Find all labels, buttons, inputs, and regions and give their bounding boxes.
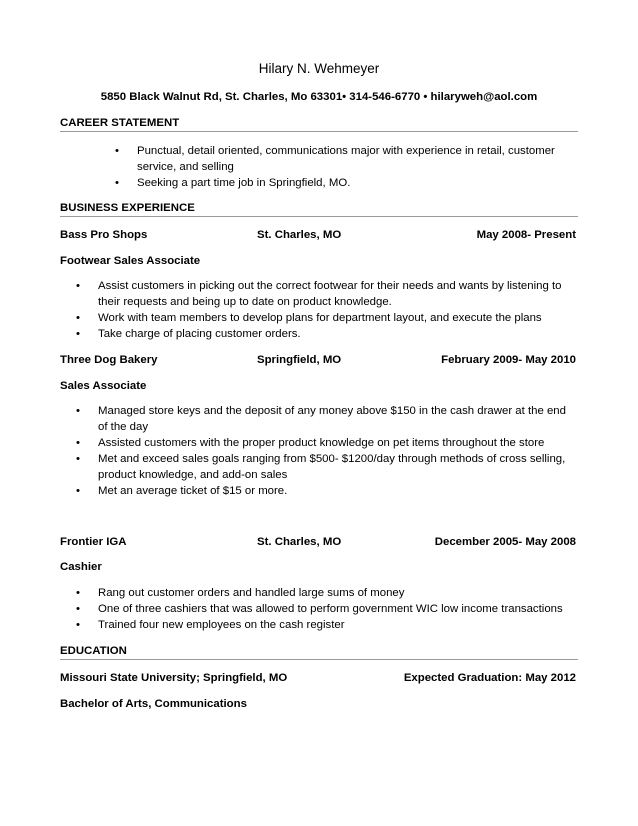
applicant-name: Hilary N. Wehmeyer (258, 61, 380, 76)
bullet-icon: • (76, 619, 80, 631)
education-graduation: Expected Graduation: May 2012 (403, 672, 576, 684)
job-company: Bass Pro Shops (60, 229, 148, 241)
bullet-icon: • (76, 312, 80, 324)
section-title-career-statement: CAREER STATEMENT (60, 117, 180, 129)
job-dates: February 2009- May 2010 (441, 354, 576, 366)
list-item: • Seeking a part time job in Springfield, MO. (115, 177, 351, 189)
job-company: Frontier IGA (60, 536, 127, 548)
bullet-icon: • (115, 145, 119, 157)
list-item: • Managed store keys and the deposit of any money above $150 in the cash drawer at the end of the day (76, 405, 566, 433)
list-item: • Take charge of placing customer orders. (76, 328, 301, 340)
list-item: • Trained four new employees on the cash register (76, 619, 345, 631)
section-title-education: EDUCATION (60, 645, 127, 657)
list-item: • Met an average ticket of $15 or more. (76, 485, 288, 497)
job-duties-list (76, 585, 578, 633)
list-item: • Assisted customers with the proper product knowledge on pet items throughout the store (76, 437, 545, 449)
list-item: • Punctual, detail oriented, communications major with experience in retail, customer service, and selling (115, 145, 555, 173)
job-role: Footwear Sales Associate (60, 255, 201, 267)
list-item: • Assist customers in picking out the correct footwear for their needs and wants by listening to their requests and being up to date on product knowledge. (76, 280, 562, 308)
job-duties-list (76, 278, 578, 342)
career-statement-list (115, 143, 577, 191)
bullet-icon: • (76, 587, 80, 599)
job-duties-list (76, 403, 578, 499)
job-dates: December 2005- May 2008 (434, 536, 576, 548)
job-location: St. Charles, MO (257, 229, 342, 241)
education-degree: Bachelor of Arts, Communications (60, 698, 247, 710)
job-location: St. Charles, MO (257, 536, 342, 548)
job-role: Cashier (60, 561, 102, 573)
bullet-icon: • (76, 437, 80, 449)
list-item: • Rang out customer orders and handled large sums of money (76, 587, 405, 599)
bullet-icon: • (76, 280, 80, 292)
bullet-icon: • (76, 405, 80, 417)
section-divider (60, 659, 578, 660)
section-title-business-experience: BUSINESS EXPERIENCE (60, 202, 195, 214)
job-location: Springfield, MO (257, 354, 342, 366)
education-school: Missouri State University; Springfield, MO (60, 672, 288, 684)
job-company: Three Dog Bakery (60, 354, 158, 366)
list-item: • One of three cashiers that was allowed to perform government WIC low income transactions (76, 603, 563, 615)
list-item: • Work with team members to develop plans for department layout, and execute the plans (76, 312, 542, 324)
bullet-icon: • (115, 177, 119, 189)
contact-line: 5850 Black Walnut Rd, St. Charles, Mo 63301• 314-546-6770 • hilaryweh@aol.com (100, 91, 538, 103)
job-role: Sales Associate (60, 380, 147, 392)
bullet-icon: • (76, 603, 80, 615)
section-divider (60, 131, 578, 132)
list-item: • Met and exceed sales goals ranging from $500- $1200/day through methods of cross selling, product knowledge, and add-on sales (76, 453, 566, 481)
bullet-icon: • (76, 485, 80, 497)
section-divider (60, 216, 578, 217)
bullet-icon: • (76, 328, 80, 340)
job-dates: May 2008- Present (476, 229, 576, 241)
bullet-icon: • (76, 453, 80, 465)
